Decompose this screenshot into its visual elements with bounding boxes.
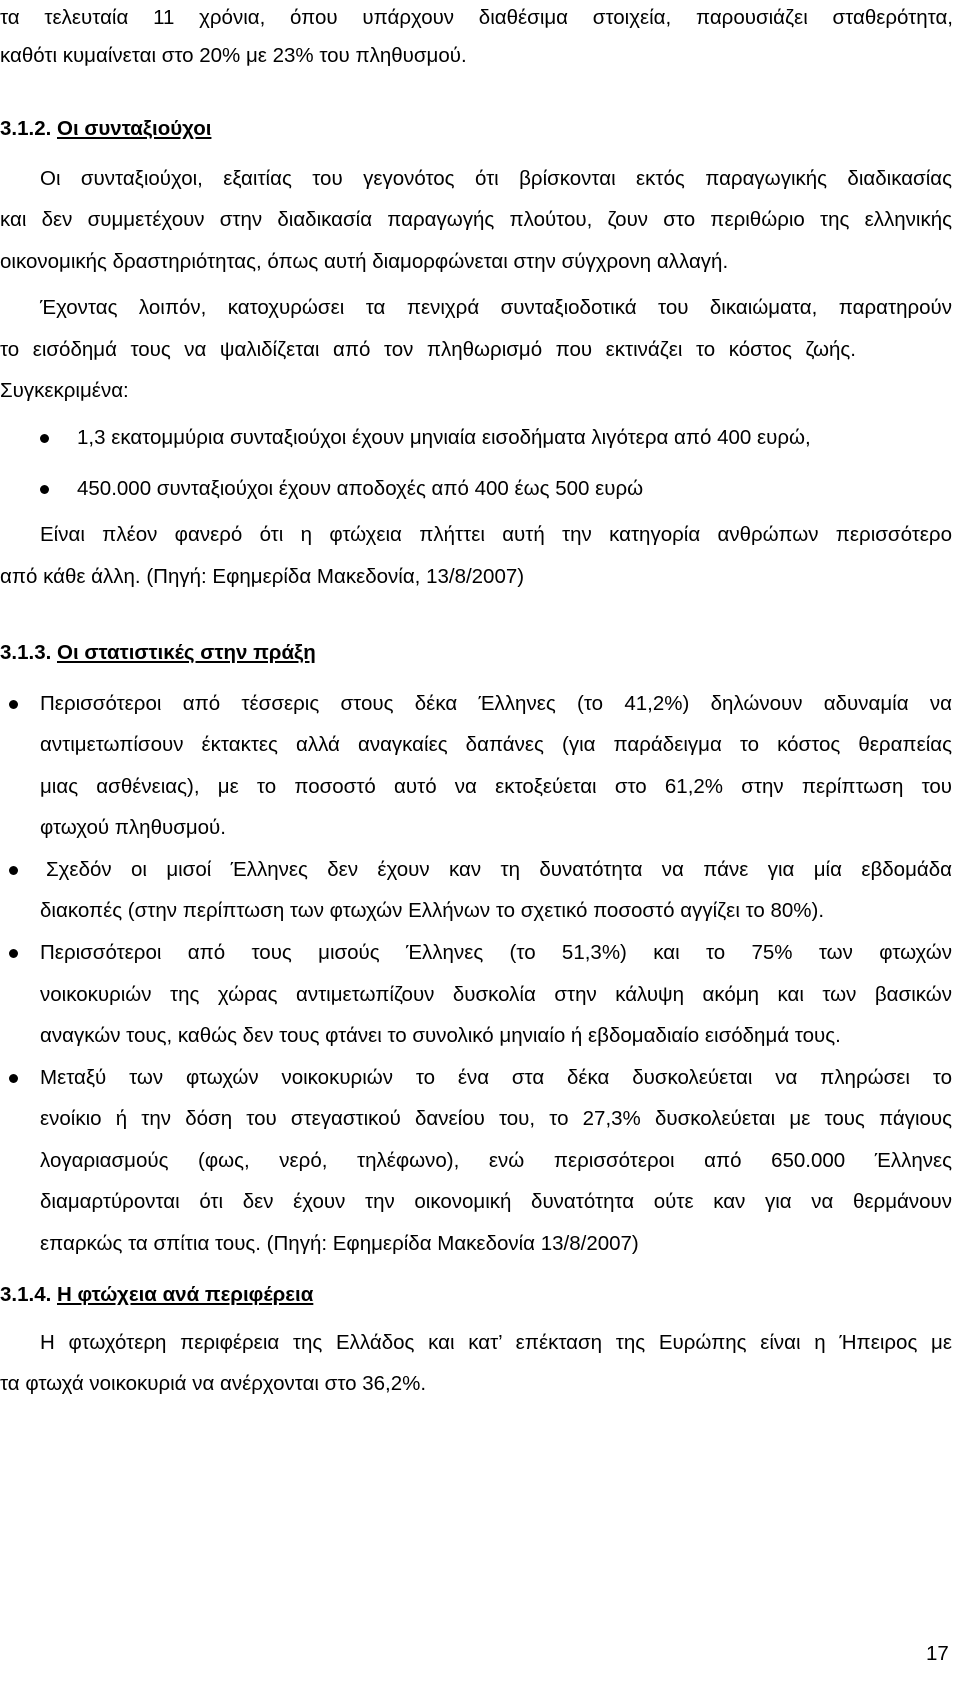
section-312-closing-1: Είναι πλέον φανερό ότι η φτώχεια πλήττει αυτή την κατηγορία ανθρώπων περισσότερο bbox=[40, 523, 952, 546]
section-314-line-2: τα φτωχά νοικοκυριά να ανέρχονται στο 36,2%. bbox=[0, 1372, 427, 1395]
section-312-line-1: Οι συνταξιούχοι, εξαιτίας του γεγονότος ότι βρίσκονται εκτός παραγωγικής διαδικασίας bbox=[40, 167, 952, 190]
section-313-b4-line-1: Μεταξύ των φτωχών νοικοκυριών το ένα στα δέκα δυσκολεύεται να πληρώσει το bbox=[40, 1066, 952, 1089]
section-313-heading bbox=[0, 640, 960, 666]
section-313-b4-line-4: διαμαρτύρονται ότι δεν έχουν την οικονομική δυνατότητα ούτε καν για να θερμάνουν bbox=[40, 1190, 952, 1213]
bullet-icon bbox=[9, 866, 18, 875]
section-313-b1-line-3: μιας ασθένειας), με το ποσοστό αυτό να εκτοξεύεται στο 61,2% στην περίπτωση του bbox=[40, 775, 952, 798]
section-312-line-3: οικονομικής δραστηριότητας, όπως αυτή διαμορφώνεται στην σύγχρονη αλλαγή. bbox=[0, 250, 729, 273]
bullet-icon bbox=[9, 949, 18, 958]
section-314-title: Η φτώχεια ανά περιφέρεια bbox=[57, 1283, 314, 1306]
page-number: 17 bbox=[926, 1642, 949, 1665]
bullet-icon bbox=[40, 485, 49, 494]
section-313-b1-line-1: Περισσότεροι από τέσσερις στους δέκα Έλληνες (το 41,2%) δηλώνουν αδυναμία να bbox=[40, 692, 952, 715]
section-314-line-1: Η φτωχότερη περιφέρεια της Ελλάδος και κατ’ επέκταση της Ευρώπης είναι η Ήπειρος με bbox=[40, 1331, 952, 1354]
section-312-bullet-2: 450.000 συνταξιούχοι έχουν αποδοχές από 400 έως 500 ευρώ bbox=[77, 477, 644, 500]
section-312-line-5: το εισόδημά τους να ψαλιδίζεται από τον πληθωρισμό που εκτινάζει το κόστος ζωής. bbox=[0, 338, 856, 361]
section-312-line-6: Συγκεκριμένα: bbox=[0, 379, 129, 402]
section-313-b4-line-3: λογαριασμούς (φως, νερό, τηλέφωνο), ενώ περισσότεροι από 650.000 Έλληνες bbox=[40, 1149, 952, 1172]
section-313-b4-line-5: επαρκώς τα σπίτια τους. (Πηγή: Εφημερίδα Μακεδονία 13/8/2007) bbox=[40, 1232, 639, 1255]
section-313-b1-line-2: αντιμετωπίσουν έκτακτες αλλά αναγκαίες δαπάνες (για παράδειγμα το κόστος θεραπείας bbox=[40, 733, 952, 756]
intro-line-2: καθότι κυμαίνεται στο 20% με 23% του πληθυσμού. bbox=[0, 44, 467, 67]
section-313-b3-line-1: Περισσότεροι από τους μισούς Έλληνες (το 51,3%) και το 75% των φτωχών bbox=[40, 941, 952, 964]
intro-line-1: τα τελευταία 11 χρόνια, όπου υπάρχουν διαθέσιμα στοιχεία, παρουσιάζει σταθερότητα, bbox=[0, 6, 953, 29]
section-312-number: 3.1.2. bbox=[0, 117, 52, 140]
bullet-icon bbox=[9, 1074, 18, 1083]
section-313-number: 3.1.3. bbox=[0, 641, 52, 664]
section-313-b2-line-1: Σχεδόν οι μισοί Έλληνες δεν έχουν καν τη δυνατότητα να πάνε για μία εβδομάδα bbox=[46, 858, 952, 881]
section-313-b4-line-2: ενοίκιο ή την δόση του στεγαστικού δανείου του, το 27,3% δυσκολεύεται με τους πάγιους bbox=[40, 1107, 952, 1130]
section-312-bullet-1: 1,3 εκατομμύρια συνταξιούχοι έχουν μηνιαία εισοδήματα λιγότερα από 400 ευρώ, bbox=[77, 426, 811, 449]
section-313-b3-line-3: αναγκών τους, καθώς δεν τους φτάνει το συνολικό μηνιαίο ή εβδομαδιαίο εισόδημά τους. bbox=[40, 1024, 841, 1047]
section-313-b2-line-2: διακοπές (στην περίπτωση των φτωχών Ελλήνων το σχετικό ποσοστό αγγίζει το 80%). bbox=[40, 899, 825, 922]
section-312-line-2: και δεν συμμετέχουν στην διαδικασία παραγωγής πλούτου, ζουν στο περιθώριο της ελληνικής bbox=[0, 208, 952, 231]
bullet-icon bbox=[9, 700, 18, 709]
section-313-b1-line-4: φτωχού πληθυσμού. bbox=[40, 816, 226, 839]
section-312-line-4: Έχοντας λοιπόν, κατοχυρώσει τα πενιχρά συνταξιοδοτικά του δικαιώματα, παρατηρούν bbox=[40, 296, 952, 319]
section-313-title: Οι στατιστικές στην πράξη bbox=[57, 641, 316, 664]
section-312-closing-2: από κάθε άλλη. (Πηγή: Εφημερίδα Μακεδονία, 13/8/2007) bbox=[0, 565, 525, 588]
bullet-icon bbox=[40, 434, 49, 443]
section-312-title: Οι συνταξιούχοι bbox=[57, 117, 212, 140]
section-312-heading bbox=[0, 116, 960, 142]
section-314-number: 3.1.4. bbox=[0, 1283, 52, 1306]
section-313-b3-line-2: νοικοκυριών της χώρας αντιμετωπίζουν δυσκολία στην κάλυψη ακόμη και των βασικών bbox=[40, 983, 952, 1006]
section-314-heading bbox=[0, 1282, 960, 1308]
